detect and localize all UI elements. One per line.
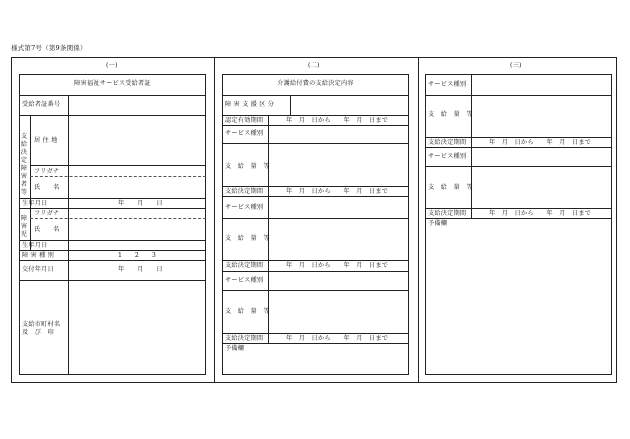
holder-group-label: 支給決定障害者等 — [20, 133, 28, 196]
section-label-one: (一) — [106, 62, 118, 69]
amount-label: 支 給 量 等 — [428, 111, 473, 118]
decision-period-label: 支給決定期間 — [428, 210, 467, 217]
decision-period-value: 年 月 日から 年 月 日まで — [489, 139, 592, 146]
decision-period-value: 年 月 日から 年 月 日まで — [286, 335, 389, 342]
amount-label: 支 給 量 等 — [225, 235, 270, 242]
form-title: 様式第7号（第9条関係） — [11, 44, 87, 52]
recipient-number-label: 受給者証番号 — [22, 101, 61, 108]
holder-birthdate-value: 年 月 日 — [118, 200, 163, 207]
disability-type-values: 1 2 3 — [118, 252, 156, 259]
column-divider — [214, 57, 215, 383]
service-type-label: サービス種別 — [428, 81, 467, 88]
decision-period-label: 支給決定期間 — [225, 188, 264, 195]
certificate-header: 障害福祉サービス受給者証 — [74, 80, 151, 87]
decision-period-label: 支給決定期間 — [428, 139, 467, 146]
service-type-label: サービス種別 — [428, 153, 467, 160]
decision-period-label: 支給決定期間 — [225, 262, 264, 269]
section-label-three: (三) — [510, 62, 522, 69]
benefit-decision-header: 介護給付費の支給決定内容 — [277, 80, 354, 87]
furigana-label: フリガナ — [34, 168, 60, 175]
service-type-label: サービス種別 — [225, 204, 264, 211]
child-name-label: 氏 名 — [34, 226, 60, 233]
column-divider — [418, 57, 419, 383]
valid-period-label: 認定有効期間 — [225, 117, 264, 124]
panel-benefit-continued — [425, 74, 612, 375]
child-birthdate-label: 生年月日 — [22, 242, 48, 249]
amount-label: 支 給 量 等 — [428, 184, 473, 191]
issue-date-label: 交付年月日 — [22, 266, 54, 273]
decision-period-value: 年 月 日から 年 月 日まで — [286, 188, 389, 195]
remarks-label: 予備欄 — [225, 345, 245, 352]
decision-period-label: 支給決定期間 — [225, 335, 264, 342]
holder-name-label: 氏 名 — [34, 184, 60, 191]
service-type-label: サービス種別 — [225, 277, 264, 284]
valid-period-value: 年 月 日から 年 月 日まで — [286, 117, 389, 124]
municipality-label: 支給市町村名 及 び 印 — [22, 321, 61, 336]
decision-period-value: 年 月 日から 年 月 日まで — [286, 262, 389, 269]
section-label-two: (二) — [308, 62, 320, 69]
support-category-label: 障 害 支 援 区 分 — [225, 101, 275, 108]
child-furigana-label: フリガナ — [34, 210, 60, 217]
child-group-label: 障害児 — [20, 215, 28, 238]
holder-birthdate-label: 生年月日 — [22, 200, 48, 207]
remarks-label: 予備欄 — [428, 220, 448, 227]
address-label: 居 住 地 — [34, 137, 58, 144]
issue-date-value: 年 月 日 — [118, 266, 163, 273]
disability-type-label: 障 害 種 別 — [22, 252, 55, 259]
amount-label: 支 給 量 等 — [225, 163, 270, 170]
service-type-label: サービス種別 — [225, 130, 264, 137]
decision-period-value: 年 月 日から 年 月 日まで — [489, 210, 592, 217]
amount-label: 支 給 量 等 — [225, 308, 270, 315]
